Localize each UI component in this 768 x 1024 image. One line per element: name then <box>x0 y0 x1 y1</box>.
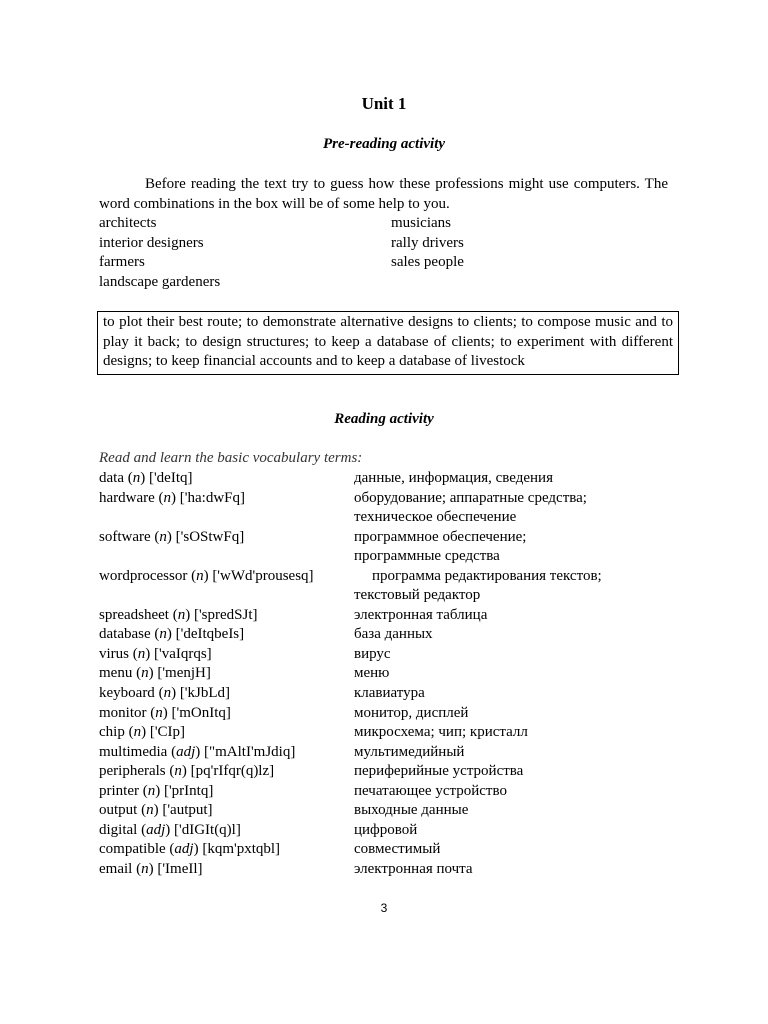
vocab-word: multimedia <box>99 743 168 760</box>
vocab-transcription: [pq'rIfqr(q)lz] <box>190 763 275 780</box>
vocab-part-of-speech: n <box>163 685 172 702</box>
vocab-translation: цифровой <box>354 821 418 838</box>
intro-line-1: Before reading the text try to guess how these professions might use <box>145 176 569 192</box>
vocab-part-of-speech: adj <box>146 821 166 838</box>
vocab-row <box>99 528 669 548</box>
vocab-row <box>99 684 669 704</box>
intro-paragraph <box>99 175 668 214</box>
profession-item: interior designers <box>99 234 204 251</box>
vocab-term: virus (n) ['vaIqrqs] <box>99 645 212 662</box>
vocab-term: database (n) ['deItqbeIs] <box>99 626 245 643</box>
vocab-term: software (n) ['sOStwFq] <box>99 528 245 545</box>
profession-row <box>99 273 668 293</box>
vocab-word: hardware <box>99 489 155 506</box>
vocab-transcription: ['wWd'prousesq] <box>212 567 314 584</box>
vocab-term: spreadsheet (n) ['spredSJt] <box>99 606 258 623</box>
vocab-transcription: ['dIGIt(q)l] <box>174 821 241 838</box>
vocab-row <box>99 645 669 665</box>
unit-title: Unit 1 <box>361 94 407 113</box>
vocabulary-list <box>99 469 669 879</box>
vocab-translation: программные средства <box>354 548 500 565</box>
vocab-part-of-speech: n <box>159 528 167 545</box>
vocab-row <box>99 664 669 684</box>
vocab-part-of-speech: n <box>141 665 149 682</box>
vocab-row <box>99 743 669 763</box>
vocab-row <box>99 821 669 841</box>
profession-item: farmers <box>99 254 145 271</box>
vocab-part-of-speech: n <box>177 606 186 623</box>
vocab-term: output (n) ['autput] <box>99 802 213 819</box>
vocab-term: peripherals (n) [pq'rIfqr(q)lz] <box>99 763 275 780</box>
vocab-word: chip <box>99 724 125 741</box>
vocab-translation: электронная почта <box>354 860 473 877</box>
vocab-row <box>99 801 669 821</box>
vocab-word: compatible <box>99 841 166 858</box>
vocab-transcription: ['menjH] <box>157 665 211 682</box>
vocab-translation: меню <box>354 665 390 682</box>
vocab-term: chip (n) ['CIp] <box>99 724 186 741</box>
vocab-translation: совместимый <box>354 841 441 858</box>
vocab-term: wordprocessor (n) ['wWd'prousesq] <box>99 567 314 584</box>
vocabulary-instruction: Read and learn the basic vocabulary terms: <box>99 450 363 466</box>
profession-row <box>99 234 668 254</box>
vocab-row <box>99 782 669 802</box>
vocab-term: menu (n) ['menjH] <box>99 665 211 682</box>
vocab-word: virus <box>99 645 129 662</box>
vocab-term: hardware (n) ['ha:dwFq] <box>99 489 245 506</box>
vocab-row <box>99 704 669 724</box>
vocab-row <box>99 469 669 489</box>
vocab-transcription: ['mOnItq] <box>171 704 231 721</box>
vocab-translation: текстовый редактор <box>354 587 481 604</box>
vocab-term: data (n) ['deItq] <box>99 470 193 486</box>
vocab-term: monitor (n) ['mOnItq] <box>99 704 231 721</box>
word-combinations-box: to plot their best route; to demonstrate alternative designs to clients; to compose music and to play it back; to design structures; to keep a database of clients; to experiment with different designs; to keep financial accounts and to keep a database of livestock <box>97 311 679 375</box>
vocab-row <box>99 489 669 509</box>
vocab-transcription: ['deItq] <box>148 470 193 486</box>
vocab-word: output <box>99 802 138 819</box>
professions-list <box>99 214 668 292</box>
vocab-translation: периферийные устройства <box>354 763 524 780</box>
profession-item: sales people <box>391 254 464 271</box>
vocab-word: software <box>99 528 151 545</box>
vocab-translation: оборудование; аппаратные средства; <box>354 489 587 506</box>
reading-heading: Reading activity <box>334 411 434 427</box>
vocab-term: digital (adj) ['dIGIt(q)l] <box>99 821 241 838</box>
vocab-row <box>99 723 669 743</box>
vocab-row <box>99 762 669 782</box>
vocab-term: multimedia (adj) ["mAltI'mJdiq] <box>99 743 296 760</box>
vocab-row <box>99 547 669 567</box>
vocab-part-of-speech: n <box>155 704 163 721</box>
vocab-transcription: ["mAltI'mJdiq] <box>204 743 296 760</box>
page-number: 3 <box>380 901 388 915</box>
vocab-row <box>99 860 669 880</box>
vocab-transcription: ['deItqbeIs] <box>175 626 245 643</box>
vocab-row <box>99 508 669 528</box>
vocab-word: email <box>99 860 133 877</box>
vocab-part-of-speech: n <box>196 567 204 584</box>
pre-reading-heading: Pre-reading activity <box>322 136 446 152</box>
vocab-transcription: ['ImeIl] <box>157 860 203 877</box>
vocab-row <box>99 606 669 626</box>
vocab-translation: печатающее устройство <box>354 782 507 799</box>
vocab-translation: мультимедийный <box>354 743 465 760</box>
vocab-term: keyboard (n) ['kJbLd] <box>99 685 231 702</box>
vocab-transcription: ['prIntq] <box>163 782 214 799</box>
vocab-word: wordprocessor <box>99 567 188 584</box>
vocab-translation: выходные данные <box>354 802 469 819</box>
vocab-translation: база данных <box>354 626 433 643</box>
vocab-row <box>99 625 669 645</box>
vocab-transcription: ['vaIqrqs] <box>154 645 212 662</box>
vocab-transcription: ['kJbLd] <box>179 685 231 702</box>
vocab-translation: микросхема; чип; кристалл <box>354 724 528 741</box>
profession-item: rally drivers <box>391 234 464 251</box>
vocab-part-of-speech: adj <box>176 743 196 760</box>
vocab-row <box>99 586 669 606</box>
profession-row <box>99 214 668 234</box>
profession-row <box>99 253 668 273</box>
vocab-transcription: ['ha:dwFq] <box>179 489 245 506</box>
vocab-part-of-speech: n <box>174 763 182 780</box>
vocab-translation: программное обеспечение; <box>354 528 527 545</box>
vocab-word: spreadsheet <box>99 606 169 623</box>
vocab-term: compatible (adj) [kqm'pxtqbl] <box>99 841 281 858</box>
vocab-part-of-speech: n <box>132 470 141 486</box>
profession-item: landscape gardeners <box>99 273 221 290</box>
vocab-word: monitor <box>99 704 147 721</box>
vocab-word: menu <box>99 665 133 682</box>
vocab-part-of-speech: n <box>163 489 172 506</box>
vocab-transcription: [kqm'pxtqbl] <box>202 841 281 858</box>
vocab-part-of-speech: n <box>159 626 167 643</box>
vocab-translation: данные, информация, сведения <box>354 470 553 486</box>
vocab-word: database <box>99 626 151 643</box>
intro-line-2: computers. The word combinations in the box will be of some help to you. <box>99 176 669 212</box>
vocab-word: digital <box>99 821 138 838</box>
vocab-term: printer (n) ['prIntq] <box>99 782 214 799</box>
vocab-part-of-speech: n <box>137 645 146 662</box>
vocab-part-of-speech: adj <box>174 841 194 858</box>
vocab-row <box>99 567 669 587</box>
vocab-part-of-speech: n <box>147 782 156 799</box>
vocab-transcription: ['spredSJt] <box>193 606 258 623</box>
profession-item: architects <box>99 215 157 231</box>
vocab-part-of-speech: n <box>146 802 154 819</box>
vocab-translation: программа редактирования текстов; <box>372 567 602 584</box>
vocab-translation: клавиатура <box>354 685 425 702</box>
vocab-translation: вирус <box>354 645 391 662</box>
vocab-word: keyboard <box>99 685 155 702</box>
vocab-translation: техническое обеспечение <box>354 509 517 526</box>
vocab-word: printer <box>99 782 139 799</box>
vocab-transcription: ['autput] <box>162 802 213 819</box>
vocab-term: email (n) ['ImeIl] <box>99 860 203 877</box>
vocab-row <box>99 840 669 860</box>
vocab-translation: электронная таблица <box>354 606 488 623</box>
vocab-word: peripherals <box>99 763 166 780</box>
vocab-transcription: ['sOStwFq] <box>175 528 245 545</box>
vocab-part-of-speech: n <box>133 724 142 741</box>
vocab-translation: монитор, дисплей <box>354 704 469 721</box>
vocab-word: data <box>99 470 124 486</box>
profession-item: musicians <box>391 215 451 231</box>
vocab-transcription: ['CIp] <box>149 724 186 741</box>
vocab-part-of-speech: n <box>141 860 149 877</box>
